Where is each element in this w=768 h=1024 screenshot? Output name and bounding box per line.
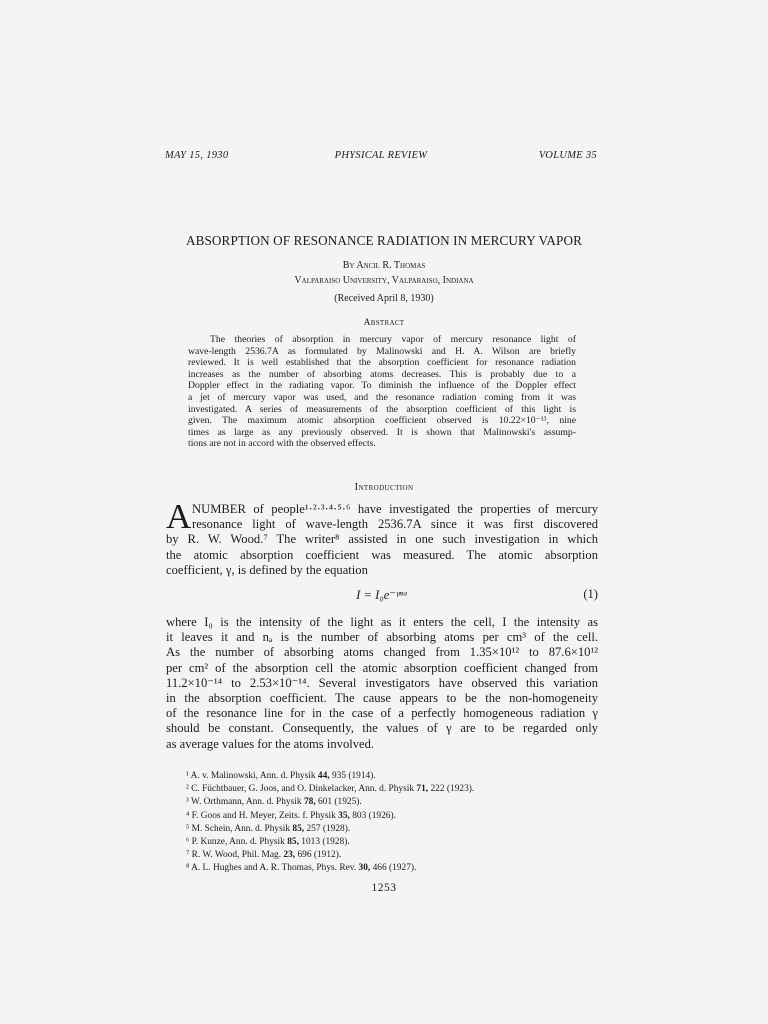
volume-number: VOLUME 35 [538,150,597,161]
abstract-line: wave-length 2536.7A as formulated by Malinowski and H. A. Wilson are briefly [188,345,576,357]
section-heading-introduction: Introduction [354,482,414,493]
abstract-line: times as large as any previously observed. It is shown that Malinowski's assump- [188,426,576,438]
body-line: in the absorption coefficient. The cause appears to be the non-homogeneity [166,691,598,706]
received-date: (Received April 8, 1930) [334,293,434,304]
footnote: ⁴ F. Goos and H. Meyer, Zeits. f. Physik 35, 803 (1926). [186,810,396,821]
body-line: of the resonance line for in the case of a perfectly homogeneous radiation γ [166,706,598,721]
abstract-line: increases as the number of absorbing atoms decreases. This is probably due to a [188,368,576,380]
footnote: ⁵ M. Schein, Ann. d. Physik 85, 257 (1928). [186,823,351,834]
equation-number: (1) [583,587,598,601]
intro-paragraph [166,497,598,578]
page-number: 1253 [371,882,397,894]
body-line: the atomic absorption coefficient was measured. The atomic absorption [166,547,598,562]
equation-expression: I = I₀e⁻ᵞⁿᵃ [356,588,408,602]
abstract-line: a jet of mercury vapor was used, and the resonance radiation coming from it was [188,391,576,403]
body-line: 11.2×10⁻¹⁴ to 2.53×10⁻¹⁴. Several investigators have observed this variation [166,675,598,690]
abstract-line: investigated. A series of measurements of the absorption coefficient of this light is [188,403,576,415]
body-line: by R. W. Wood.⁷ The writer⁸ assisted in one such investigation in which [166,532,598,547]
paper-title: ABSORPTION OF RESONANCE RADIATION IN MERCURY VAPOR [185,233,583,248]
abstract-line: Doppler effect in the radiating vapor. To diminish the influence of the Doppler effect [188,380,576,392]
body-line: coefficient, γ, is defined by the equation [166,562,368,577]
body-line: As the number of absorbing atoms changed from 1.35×10¹² to 87.6×10¹² [166,645,598,660]
body-line: it leaves it and nₐ is the number of absorbing atoms per cm³ of the cell. [166,630,598,645]
abstract-heading: Abstract [363,318,405,328]
body-line: where I₀ is the intensity of the light as it enters the cell, I the intensity as [166,615,598,629]
abstract-line: reviewed. It is well established that the absorption coefficient for resonance radiation [188,357,576,369]
footnote: ³ W. Orthmann, Ann. d. Physik 78, 601 (1925). [186,797,362,808]
second-paragraph [166,615,598,752]
body-line: per cm² of the absorption cell the atomic absorption coefficient changed from [166,660,598,675]
affiliation: Valparaiso University, Valparaiso, Indiana [294,275,474,286]
footnotes [186,770,596,876]
abstract-line: given. The maximum atomic absorption coefficient observed is 10.22×10⁻¹³, nine [188,415,576,427]
body-line: should be constant. Consequently, the values of γ are to be regarded only [166,721,598,736]
author-line: By Ancil R. Thomas [342,260,426,271]
drop-cap: A [166,497,192,536]
body-line: resonance light of wave-length 2536.7A since it was first discovered [192,517,598,532]
journal-name: PHYSICAL REVIEW [334,150,428,161]
footnote: ⁶ P. Kunze, Ann. d. Physik 85, 1013 (1928). [186,837,350,848]
footnote: ⁸ A. L. Hughes and A. R. Thomas, Phys. Rev. 30, 466 (1927). [186,863,417,874]
abstract-body [188,334,576,450]
issue-date: MAY 15, 1930 [165,150,229,161]
footnote: ¹ A. v. Malinowski, Ann. d. Physik 44, 935 (1914). [186,771,376,781]
footnote: ⁷ R. W. Wood, Phil. Mag. 23, 696 (1912). [186,850,342,861]
body-line: NUMBER of people¹·²·³·⁴·⁵·⁶ have investigated the properties of mercury [192,502,598,516]
footnote: ² C. Füchtbauer, G. Joos, and O. Dinkelacker, Ann. d. Physik 71, 222 (1923). [186,784,475,795]
equation-1 [166,587,598,603]
abstract-line: The theories of absorption in mercury vapor of mercury resonance light of [210,334,576,345]
abstract-line: tions are not in accord with the observed effects. [188,438,376,450]
body-line: as average values for the atoms involved. [166,736,375,751]
